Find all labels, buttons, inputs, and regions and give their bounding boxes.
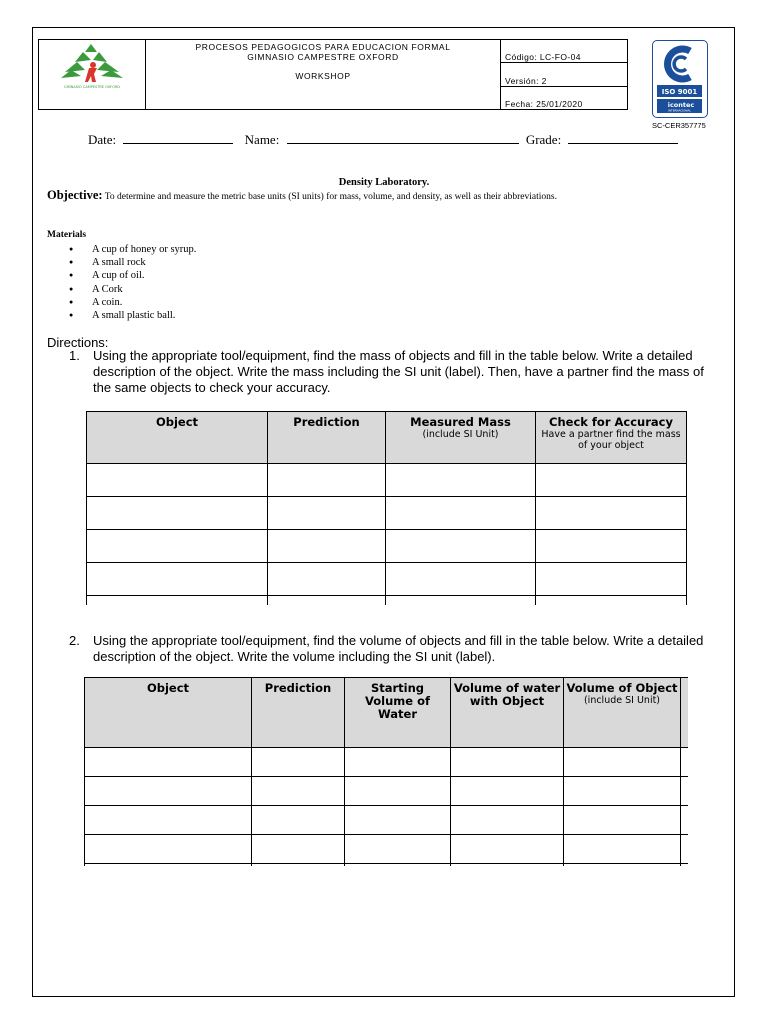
page-title: Density Laboratory.: [338, 177, 430, 188]
table-cell[interactable]: [564, 806, 681, 835]
iso-brand: icontec: [667, 101, 695, 109]
table-cell[interactable]: [386, 596, 536, 606]
table-cell[interactable]: [345, 777, 451, 806]
table-cell[interactable]: [681, 864, 689, 867]
table-cell[interactable]: [564, 835, 681, 864]
table-row: [87, 497, 687, 530]
table-cell[interactable]: [345, 835, 451, 864]
table-cell[interactable]: [85, 835, 252, 864]
table-cell[interactable]: [386, 563, 536, 596]
table-cell[interactable]: [252, 748, 345, 777]
materials-heading: Materials: [47, 230, 87, 240]
table-row: [87, 596, 687, 606]
column-header-object: Object: [85, 678, 252, 748]
mass-table: [86, 411, 687, 605]
step-number: 2.: [69, 633, 80, 648]
name-label: Name:: [244, 132, 280, 147]
column-header-starting-volume: Starting Volume of Water: [345, 678, 451, 748]
table-cell[interactable]: [345, 864, 451, 867]
table-cell[interactable]: [536, 563, 687, 596]
school-logo-cell: [39, 40, 146, 110]
table-cell[interactable]: [85, 777, 252, 806]
table-cell[interactable]: [87, 530, 268, 563]
grade-label: Grade:: [525, 132, 562, 147]
table-cell[interactable]: [451, 835, 564, 864]
table-cell[interactable]: [252, 835, 345, 864]
document-header: [38, 39, 628, 110]
table-cell[interactable]: [268, 530, 386, 563]
column-header-cut-off: [681, 678, 689, 748]
table-cell[interactable]: [536, 464, 687, 497]
school-logo: [39, 40, 145, 104]
table-cell[interactable]: [268, 563, 386, 596]
table-cell[interactable]: [85, 806, 252, 835]
column-header-check-accuracy: [536, 412, 687, 464]
grade-field[interactable]: [568, 143, 678, 144]
table-cell[interactable]: [681, 748, 689, 777]
table-row: [87, 563, 687, 596]
header-title-cell: [146, 40, 501, 110]
header-label: Check for Accuracy: [549, 415, 673, 429]
name-field[interactable]: [287, 143, 519, 144]
table-cell[interactable]: [87, 497, 268, 530]
column-header-volume-with-object: Volume of water with Object: [451, 678, 564, 748]
table-cell[interactable]: [268, 464, 386, 497]
table-row: [85, 835, 689, 864]
table-cell[interactable]: [386, 530, 536, 563]
column-header-prediction: Prediction: [252, 678, 345, 748]
iso-code: SC-CER357775: [652, 121, 706, 130]
table-cell[interactable]: [681, 806, 689, 835]
version: Versión: 2: [501, 63, 628, 86]
header-sub: (include SI Unit): [422, 429, 499, 440]
volume-table-wrapper: [83, 676, 688, 866]
header-sub: (include SI Unit): [583, 695, 661, 706]
step-number: 1.: [69, 348, 80, 363]
table-cell[interactable]: [87, 464, 268, 497]
header-line-1: PROCESOS PEDAGOGICOS PARA EDUCACION FORMAL: [195, 42, 451, 52]
list-item: ● A small plastic ball.: [69, 309, 196, 322]
table-cell[interactable]: [345, 806, 451, 835]
header-line-3: WORKSHOP: [295, 71, 351, 81]
table-cell[interactable]: [536, 497, 687, 530]
table-cell[interactable]: [564, 748, 681, 777]
list-item: ● A cup of honey or syrup.: [69, 243, 196, 256]
volume-table: [84, 677, 688, 866]
mass-table-wrapper: [85, 410, 688, 605]
iso-label: ISO 9001: [661, 88, 698, 96]
student-fields: [88, 132, 678, 148]
header-sub: Have a partner find the mass of your object: [541, 429, 681, 451]
table-cell[interactable]: [451, 748, 564, 777]
table-cell[interactable]: [386, 497, 536, 530]
table-cell[interactable]: [87, 596, 268, 606]
table-cell[interactable]: [268, 596, 386, 606]
table-cell[interactable]: [268, 497, 386, 530]
table-row: [85, 806, 689, 835]
iso-certification-badge: [652, 40, 708, 118]
table-row: [85, 864, 689, 867]
table-cell[interactable]: [252, 864, 345, 867]
date-label: Date:: [88, 132, 117, 147]
header-label: Measured Mass: [410, 415, 511, 429]
column-header-prediction: Prediction: [268, 412, 386, 464]
fecha: Fecha: 25/01/2020: [501, 86, 628, 109]
column-header-volume-of-object: [564, 678, 681, 748]
codigo: Código: LC-FO-04: [501, 40, 628, 63]
step-text: Using the appropriate tool/equipment, find the volume of objects and fill in the table below. Write a detailed description of the object. Write the volume including the SI unit (label).: [93, 633, 704, 664]
logo-caption: GIMNASIO CAMPESTRE OXFORD: [63, 85, 121, 89]
table-row: [85, 777, 689, 806]
date-field[interactable]: [123, 143, 233, 144]
direction-step-1: [69, 348, 719, 396]
table-cell[interactable]: [85, 748, 252, 777]
table-cell[interactable]: [451, 806, 564, 835]
objective: [47, 190, 687, 203]
list-item: ● A coin.: [69, 296, 196, 309]
table-cell[interactable]: [451, 864, 564, 867]
table-row: [87, 464, 687, 497]
table-cell[interactable]: [345, 748, 451, 777]
step-text: Using the appropriate tool/equipment, find the mass of objects and fill in the table below. Write a detailed description of the object. Write the mass including the SI unit (label). Then, have a partner find the mass of the same objects to check your accuracy.: [93, 348, 704, 395]
materials-list: [69, 243, 196, 322]
table-cell[interactable]: [681, 777, 689, 806]
header-line-2: GIMNASIO CAMPESTRE OXFORD: [247, 52, 399, 62]
column-header-measured-mass: [386, 412, 536, 464]
table-cell[interactable]: [252, 806, 345, 835]
objective-text: To determine and measure the metric base units (SI units) for mass, volume, and density, as well as their abbreviations.: [102, 192, 557, 202]
direction-step-2: [69, 633, 719, 665]
table-cell[interactable]: [386, 464, 536, 497]
table-row: [87, 530, 687, 563]
table-cell[interactable]: [85, 864, 252, 867]
table-cell[interactable]: [564, 777, 681, 806]
directions-heading: Directions:: [47, 335, 109, 350]
table-cell[interactable]: [536, 596, 687, 606]
icontec-logo-icon: [653, 41, 706, 116]
objective-label: Objective:: [47, 188, 103, 202]
header-label: Volume of Object: [566, 681, 678, 695]
list-item: ● A small rock: [69, 256, 196, 269]
table-cell[interactable]: [536, 530, 687, 563]
table-cell[interactable]: [87, 563, 268, 596]
table-cell[interactable]: [451, 777, 564, 806]
table-cell[interactable]: [681, 835, 689, 864]
table-cell[interactable]: [252, 777, 345, 806]
table-row: [85, 748, 689, 777]
table-cell[interactable]: [564, 864, 681, 867]
column-header-object: Object: [87, 412, 268, 464]
list-item: ● A cup of oil.: [69, 269, 196, 282]
list-item: ● A Cork: [69, 283, 196, 296]
iso-sub: INTERNACIONAL: [668, 108, 691, 113]
